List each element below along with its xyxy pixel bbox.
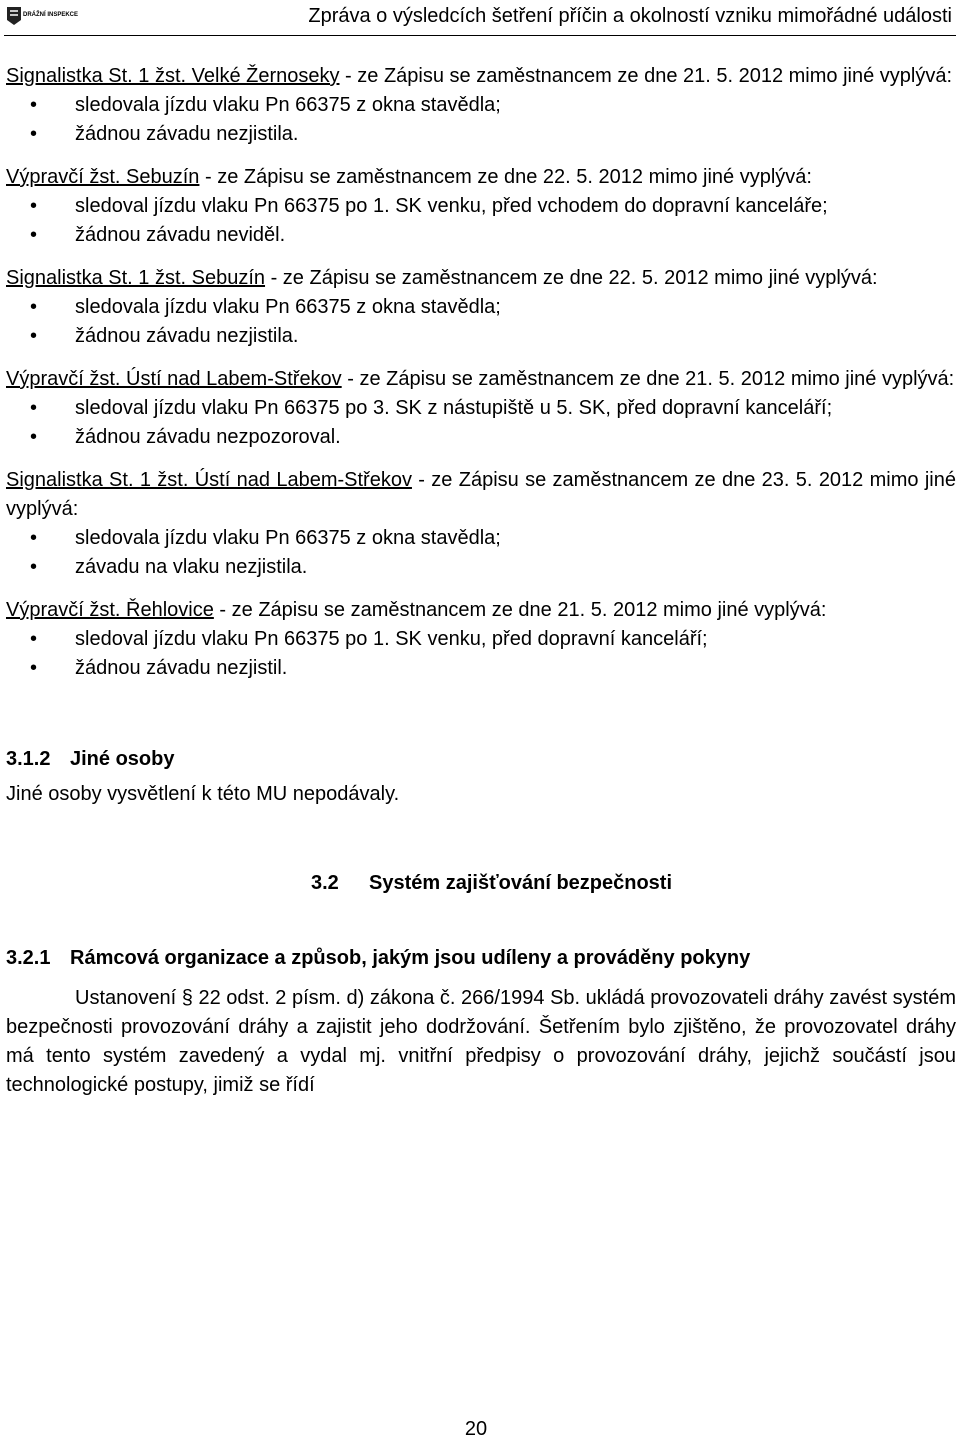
witness-role: Signalistka St. 1 žst. Velké Žernoseky bbox=[6, 65, 340, 87]
witness-role: Signalistka St. 1 žst. Sebuzín bbox=[6, 267, 266, 289]
statement-item: • sledoval jízdu vlaku Pn 66375 po 1. SK venku, před dopravní kanceláří; bbox=[6, 625, 956, 654]
statement-item: • sledoval jízdu vlaku Pn 66375 po 3. SK z nástupiště u 5. SK, před dopravní kanceláří; bbox=[6, 394, 956, 423]
statement-item: • žádnou závadu nezpozoroval. bbox=[6, 423, 956, 452]
witness-statement: - ze Zápisu se zaměstnancem ze dne 23. 5. 2012 mimo jiné vyplývá: bbox=[6, 469, 956, 520]
document-header-title: Zpráva o výsledcích šetření příčin a okolností vzniku mimořádné události bbox=[308, 5, 952, 27]
drazni-inspekce-logo bbox=[4, 4, 79, 34]
statement-item: • sledoval jízdu vlaku Pn 66375 po 1. SK venku, před vchodem do dopravní kanceláře; bbox=[6, 192, 956, 221]
witness-section bbox=[6, 466, 956, 582]
witness-statement: - ze Zápisu se zaměstnancem ze dne 22. 5. 2012 mimo jiné vyplývá: bbox=[265, 267, 878, 289]
witness-section bbox=[6, 62, 956, 149]
witness-section bbox=[6, 596, 956, 683]
section-heading-3-1-2 bbox=[6, 745, 956, 774]
header-divider bbox=[4, 35, 956, 36]
statement-list bbox=[6, 625, 956, 683]
witness-intro bbox=[6, 62, 956, 91]
witness-role: Signalistka St. 1 žst. Ústí nad Labem-Střekov bbox=[6, 469, 412, 491]
witness-intro bbox=[6, 365, 956, 394]
section-heading-3-2 bbox=[6, 869, 956, 898]
witness-statement: - ze Zápisu se zaměstnancem ze dne 21. 5. 2012 mimo jiné vyplývá: bbox=[213, 599, 827, 621]
section-text: Jiné osoby vysvětlení k této MU nepodávaly. bbox=[6, 783, 400, 805]
witness-statement: - ze Zápisu se zaměstnancem ze dne 21. 5. 2012 mimo jiné vyplývá: bbox=[339, 65, 953, 87]
statement-list bbox=[6, 293, 956, 351]
witness-role: Výpravčí žst. Sebuzín bbox=[6, 166, 200, 188]
witness-section bbox=[6, 365, 956, 452]
statement-item: • žádnou závadu neviděl. bbox=[6, 221, 956, 250]
statement-item: • sledovala jízdu vlaku Pn 66375 z okna stavědla; bbox=[6, 293, 956, 322]
witness-role: Výpravčí žst. Řehlovice bbox=[6, 599, 214, 621]
witness-statement: - ze Zápisu se zaměstnancem ze dne 21. 5. 2012 mimo jiné vyplývá: bbox=[341, 368, 955, 390]
section-number: 3.1.2 bbox=[6, 748, 51, 770]
statement-item: • závadu na vlaku nezjistila. bbox=[6, 553, 956, 582]
statement-item: • žádnou závadu nezjistila. bbox=[6, 120, 956, 149]
page-number: 20 bbox=[464, 1418, 488, 1440]
section-heading-3-2-1 bbox=[6, 944, 956, 973]
section-number: 3.2 bbox=[311, 872, 339, 894]
section-number: 3.2.1 bbox=[6, 947, 51, 969]
statement-list bbox=[6, 394, 956, 452]
witness-section bbox=[6, 163, 956, 250]
witness-intro bbox=[6, 264, 956, 293]
page-content bbox=[6, 62, 956, 1100]
statement-item: • sledovala jízdu vlaku Pn 66375 z okna stavědla; bbox=[6, 524, 956, 553]
witness-statement: - ze Zápisu se zaměstnancem ze dne 22. 5. 2012 mimo jiné vyplývá: bbox=[199, 166, 812, 188]
section-title: Jiné osoby bbox=[70, 748, 175, 770]
statement-list bbox=[6, 524, 956, 582]
logo-text: DRÁŽNÍ INSPEKCE bbox=[23, 12, 79, 18]
witness-section bbox=[6, 264, 956, 351]
witness-intro bbox=[6, 466, 956, 524]
statement-list bbox=[6, 192, 956, 250]
statement-item: • sledovala jízdu vlaku Pn 66375 z okna stavědla; bbox=[6, 91, 956, 120]
section-text: Ustanovení § 22 odst. 2 písm. d) zákona č. 266/1994 Sb. ukládá provozovateli dráhy zavést systém bezpečnosti provozování dráhy a zajistit jeho dodržování. Šetřením bylo zjištěno, že provozovatel dráhy má tento systém zavedený a vydal mj. vnitřní předpisy o provozování dráhy, jejichž součástí jsou technologické postupy, jimiž se řídí bbox=[6, 987, 956, 1096]
witness-role: Výpravčí žst. Ústí nad Labem-Střekov bbox=[6, 368, 342, 390]
statement-item: • žádnou závadu nezjistil. bbox=[6, 654, 956, 683]
witness-intro bbox=[6, 596, 956, 625]
section-title: Rámcová organizace a způsob, jakým jsou udíleny a prováděny pokyny bbox=[70, 947, 751, 969]
witness-intro bbox=[6, 163, 956, 192]
statement-item: • žádnou závadu nezjistila. bbox=[6, 322, 956, 351]
section-title: Systém zajišťování bezpečnosti bbox=[369, 872, 673, 894]
statement-list bbox=[6, 91, 956, 149]
